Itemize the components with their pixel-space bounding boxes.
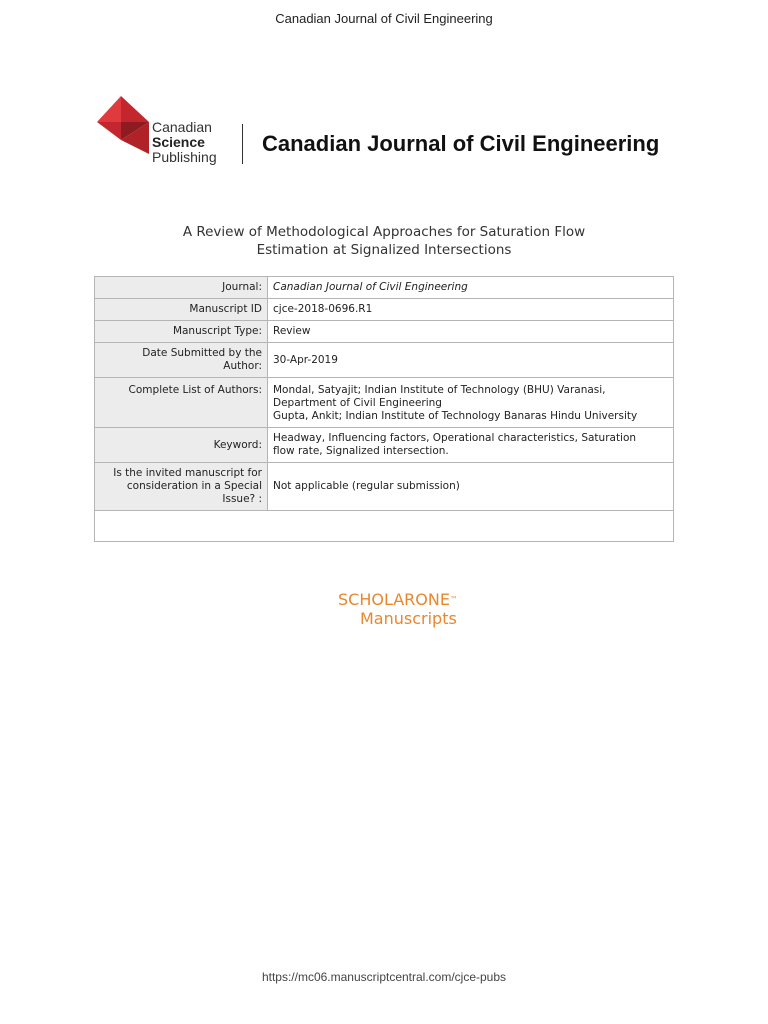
journal-value: Canadian Journal of Civil Engineering (268, 277, 674, 299)
publisher-line1: Canadian (152, 119, 212, 135)
authors-line1: Mondal, Satyajit; Indian Institute of Technology (BHU) Varanasi, (273, 384, 606, 396)
special-issue-value: Not applicable (regular submission) (268, 463, 674, 511)
date-label-line2: Author: (223, 360, 262, 372)
table-row-empty (95, 511, 674, 542)
publisher-wordmark (152, 120, 217, 165)
keyword-value (268, 428, 674, 463)
publisher-line2: Science (152, 134, 205, 150)
manuscript-id-value: cjce-2018-0696.R1 (268, 299, 674, 321)
table-row-keyword (95, 428, 674, 463)
date-submitted-value: 30-Apr-2019 (268, 343, 674, 378)
special-issue-label (95, 463, 268, 511)
journal-label: Journal: (95, 277, 268, 299)
authors-line2: Department of Civil Engineering (273, 397, 442, 409)
authors-line3: Gupta, Ankit; Indian Institute of Technology Banaras Hindu University (273, 410, 638, 422)
footer-url: https://mc06.manuscriptcentral.com/cjce-pubs (261, 970, 507, 984)
manuscript-metadata-table (94, 276, 674, 542)
keyword-label: Keyword: (95, 428, 268, 463)
journal-title: Canadian Journal of Civil Engineering (262, 131, 660, 156)
authors-label: Complete List of Authors: (95, 378, 268, 428)
keyword-line1: Headway, Influencing factors, Operational characteristics, Saturation (273, 432, 637, 444)
logo-divider (242, 124, 243, 164)
table-row-manuscript-type (95, 321, 674, 343)
date-label-line1: Date Submitted by the (142, 347, 262, 359)
manuscript-type-value: Review (268, 321, 674, 343)
paper-title-line2: Estimation at Signalized Intersections (256, 242, 512, 258)
special-issue-label-line2: consideration in a Special (126, 480, 262, 492)
scholarone-word1: SCHOLAR (338, 590, 416, 609)
running-header: Canadian Journal of Civil Engineering (275, 11, 493, 26)
table-row-authors (95, 378, 674, 428)
table-row-date-submitted (95, 343, 674, 378)
authors-value (268, 378, 674, 428)
csp-triangles-logo-icon (97, 96, 149, 154)
paper-title (0, 223, 768, 259)
paper-title-line1: A Review of Methodological Approaches for Saturation Flow (182, 224, 586, 240)
table-row-special-issue (95, 463, 674, 511)
manuscript-id-label: Manuscript ID (95, 299, 268, 321)
journal-logo-block (97, 96, 677, 168)
scholarone-manuscripts-word: Manuscripts (360, 609, 457, 628)
publisher-line3: Publishing (152, 149, 217, 165)
table-row-manuscript-id (95, 299, 674, 321)
scholarone-word2: ONE (415, 590, 450, 609)
trademark-symbol: ™ (449, 595, 458, 604)
empty-cell (95, 511, 674, 542)
table-row-journal (95, 277, 674, 299)
keyword-line2: flow rate, Signalized intersection. (273, 445, 449, 457)
date-submitted-label (95, 343, 268, 378)
manuscript-type-label: Manuscript Type: (95, 321, 268, 343)
scholarone-manuscripts-logo (338, 590, 458, 628)
special-issue-label-line3: Issue? : (222, 493, 262, 505)
special-issue-label-line1: Is the invited manuscript for (113, 467, 262, 479)
